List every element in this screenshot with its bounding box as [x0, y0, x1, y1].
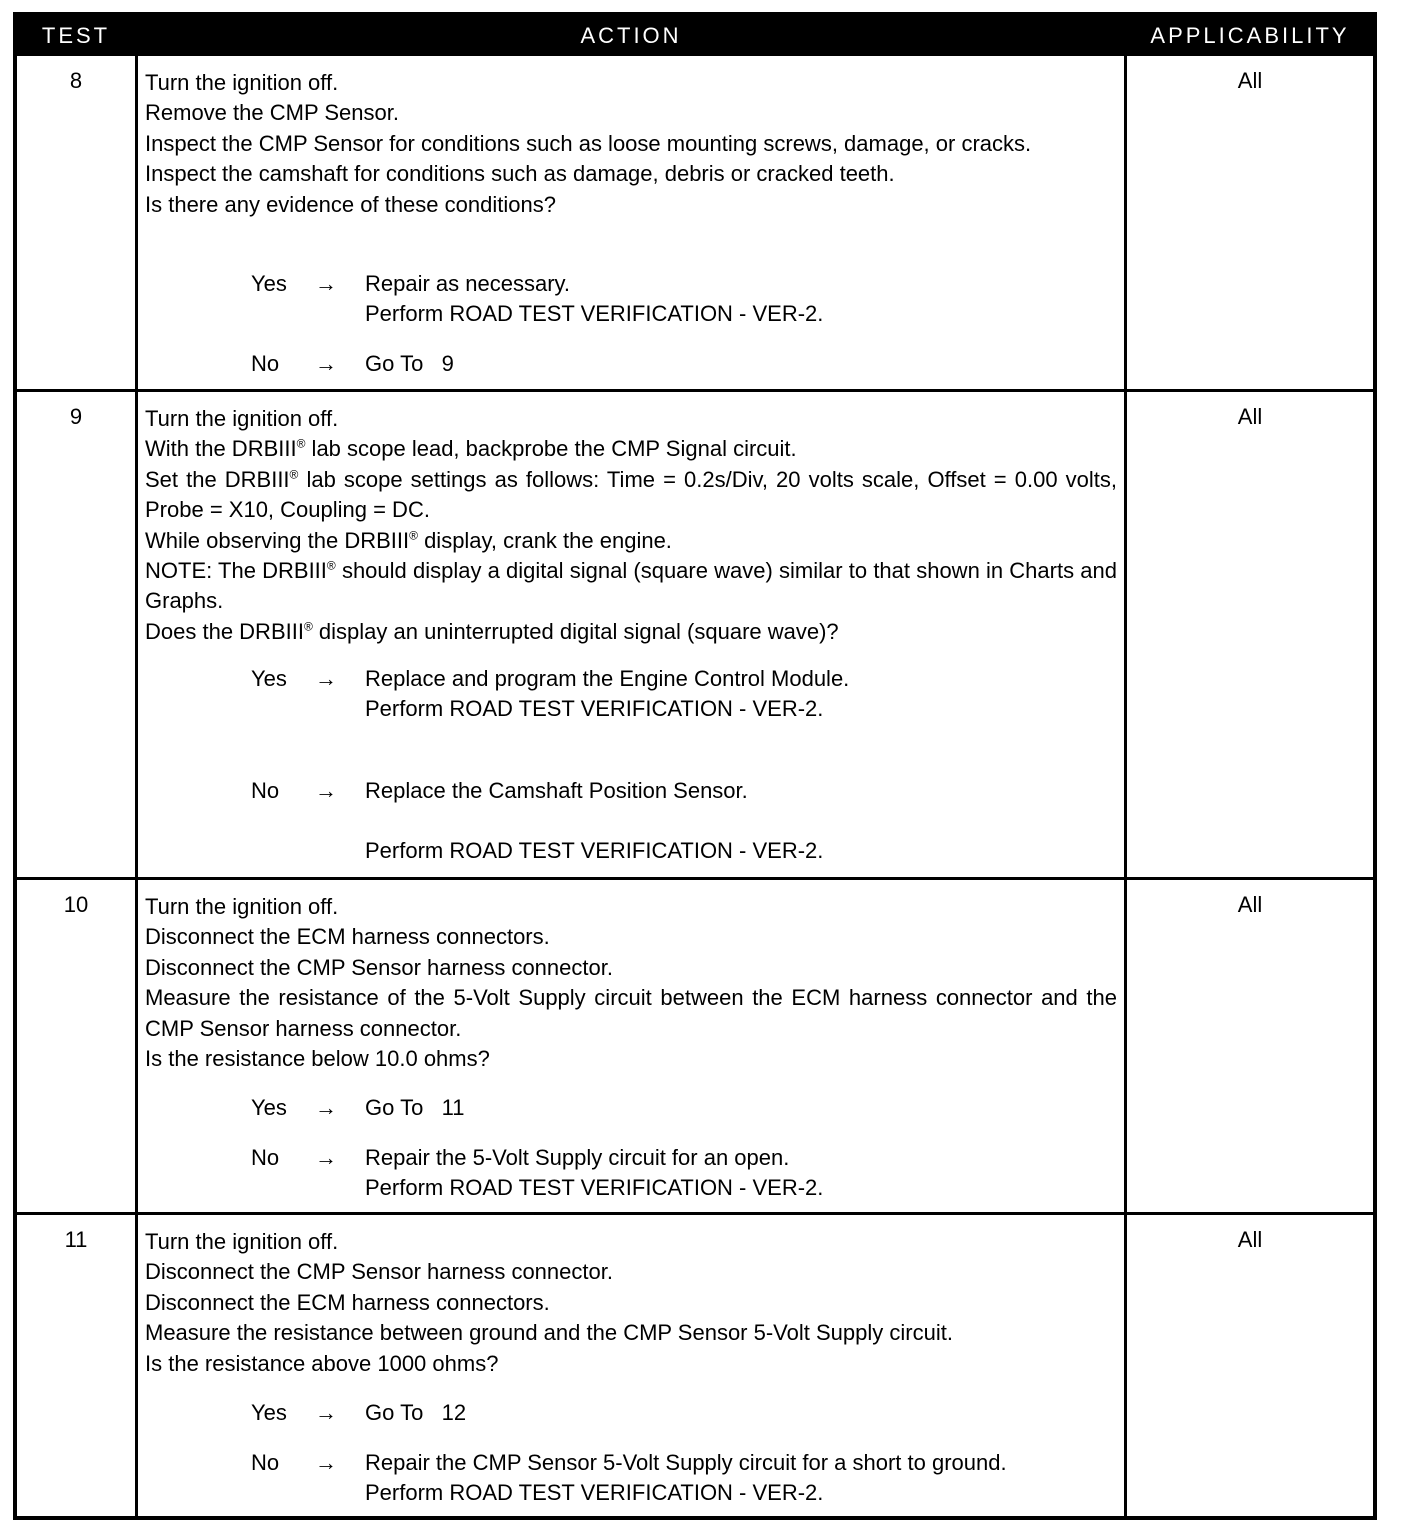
answer-line: Perform ROAD TEST VERIFICATION - VER-2. [365, 1175, 824, 1201]
step-text: While observing the DRBIII® display, crank the engine. [145, 527, 672, 553]
test-number: 8 [69, 68, 83, 93]
no-label: No [251, 351, 280, 376]
step-text: Inspect the CMP Sensor for conditions such as loose mounting screws, damage, or cracks. [145, 130, 1032, 156]
yes-label: Yes [251, 1400, 287, 1425]
yes-action [365, 1398, 1125, 1428]
header-action: ACTION [580, 23, 682, 48]
yes-action [365, 664, 1125, 725]
test-number: 10 [63, 892, 89, 917]
step-text: Disconnect the CMP Sensor harness connector. [145, 1259, 613, 1285]
test-steps [145, 892, 1117, 1074]
step-text: NOTE: The DRBIII® should display a digital signal (square wave) similar to that shown in Charts and Graphs. [145, 558, 1117, 614]
no-action [365, 776, 1125, 867]
step-text: Turn the ignition off. [145, 894, 339, 919]
test-steps [145, 68, 1117, 220]
step-text: Remove the CMP Sensor. [145, 100, 399, 126]
answer-line: Replace and program the Engine Control Module. [365, 666, 850, 691]
test-number: 11 [64, 1227, 88, 1252]
arrow-right-icon: → [315, 1145, 337, 1170]
no-action [365, 1143, 1125, 1204]
diagnostic-test-table [13, 12, 1377, 1520]
applicability-value: All [1237, 892, 1263, 917]
test-steps [145, 1227, 1117, 1379]
yes-label: Yes [251, 271, 287, 296]
answer-line: Perform ROAD TEST VERIFICATION - VER-2. [365, 696, 824, 722]
step-text: Measure the resistance between ground and the CMP Sensor 5-Volt Supply circuit. [145, 1320, 953, 1346]
header-test: TEST [41, 23, 111, 48]
step-text: Is the resistance below 10.0 ohms? [145, 1046, 490, 1072]
yes-label: Yes [251, 1095, 287, 1120]
step-text: With the DRBIII® lab scope lead, backprobe the CMP Signal circuit. [145, 436, 797, 462]
no-label: No [251, 1450, 280, 1475]
applicability-value: All [1237, 404, 1263, 429]
answer-line: Go To 9 [365, 351, 454, 376]
test-row-11 [17, 1212, 1373, 1516]
no-action [365, 349, 1125, 379]
test-number: 9 [69, 404, 83, 429]
test-row-9 [17, 389, 1373, 879]
no-action [365, 1448, 1125, 1509]
arrow-right-icon: → [315, 1095, 337, 1120]
answer-line: Go To 12 [365, 1400, 467, 1425]
no-label: No [251, 1145, 280, 1170]
test-row-8 [17, 56, 1373, 391]
step-text: Measure the resistance of the 5-Volt Supply circuit between the ECM harness connector and the CMP Sensor harness connector. [145, 985, 1117, 1041]
arrow-right-icon: → [315, 666, 337, 691]
answer-line: Go To 11 [365, 1095, 465, 1120]
answer-line: Repair the 5-Volt Supply circuit for an open. [365, 1145, 790, 1170]
arrow-right-icon: → [315, 351, 337, 376]
step-text: Inspect the camshaft for conditions such as damage, debris or cracked teeth. [145, 161, 895, 187]
step-text: Is there any evidence of these conditions? [145, 191, 556, 217]
step-text: Turn the ignition off. [145, 406, 339, 431]
arrow-right-icon: → [315, 778, 337, 803]
yes-label: Yes [251, 666, 287, 691]
answer-line: Repair the CMP Sensor 5-Volt Supply circuit for a short to ground. [365, 1450, 1007, 1475]
arrow-right-icon: → [315, 271, 337, 296]
step-text: Is the resistance above 1000 ohms? [145, 1350, 499, 1376]
no-label: No [251, 778, 280, 803]
test-row-10 [17, 877, 1373, 1213]
applicability-value: All [1237, 68, 1263, 93]
arrow-right-icon: → [315, 1450, 337, 1475]
step-text: Disconnect the CMP Sensor harness connector. [145, 954, 613, 980]
step-text: Turn the ignition off. [145, 1229, 339, 1254]
table-header [17, 16, 1373, 56]
yes-action [365, 269, 1125, 330]
step-text: Set the DRBIII® lab scope settings as follows: Time = 0.2s/Div, 20 volts scale, Offset = 0.00 volts, Probe = X10, Coupling = DC. [145, 466, 1117, 523]
answer-line: Replace the Camshaft Position Sensor. [365, 778, 748, 803]
answer-line: Perform ROAD TEST VERIFICATION - VER-2. [365, 838, 824, 864]
yes-action [365, 1093, 1125, 1123]
answer-line: Repair as necessary. [365, 271, 571, 296]
step-text: Disconnect the ECM harness connectors. [145, 924, 550, 950]
applicability-value: All [1237, 1227, 1263, 1252]
step-text: Turn the ignition off. [145, 70, 339, 95]
arrow-right-icon: → [315, 1400, 337, 1425]
test-steps [145, 404, 1117, 647]
answer-line: Perform ROAD TEST VERIFICATION - VER-2. [365, 1480, 824, 1506]
answer-line: Perform ROAD TEST VERIFICATION - VER-2. [365, 301, 824, 327]
step-text: Does the DRBIII® display an uninterrupted digital signal (square wave)? [145, 618, 839, 644]
header-applicability: APPLICABILITY [1150, 23, 1350, 48]
step-text: Disconnect the ECM harness connectors. [145, 1289, 550, 1315]
